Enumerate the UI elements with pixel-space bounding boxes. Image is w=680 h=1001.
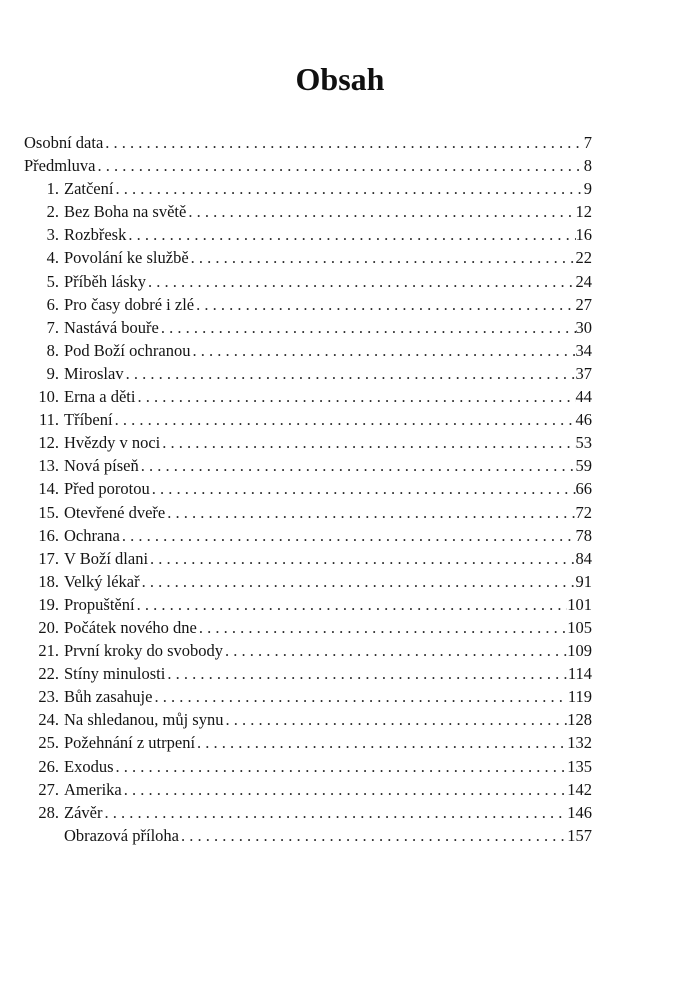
- toc-entry-number: 12.: [38, 433, 59, 453]
- toc-entry-label: Osobní data: [24, 133, 104, 152]
- toc-leader-dots: [165, 662, 568, 685]
- toc-entry: [24, 524, 592, 547]
- toc-entry-label: V Boží dlani: [64, 548, 149, 568]
- toc-entry-number: 27.: [38, 779, 59, 799]
- toc-entry-label: Počátek nového dne: [64, 617, 197, 637]
- toc-entry: [24, 824, 592, 847]
- toc-entry: [24, 408, 592, 431]
- toc-leader-dots: [126, 223, 575, 246]
- toc-entry-page: 132: [567, 733, 592, 753]
- toc-entry: [24, 223, 592, 246]
- toc-leader-dots: [120, 524, 576, 547]
- toc-entry: [24, 639, 592, 662]
- toc-entry-label: Před porotou: [64, 479, 150, 499]
- toc-entry-label: Nastává bouře: [64, 317, 159, 337]
- toc-leader-dots: [195, 731, 567, 754]
- toc-leader-dots: [152, 685, 567, 708]
- toc-entry-label: Požehnání z utrpení: [64, 733, 196, 753]
- toc-entry-label: Obrazová příloha: [64, 825, 179, 845]
- table-of-contents: [24, 131, 592, 847]
- toc-leader-dots: [160, 431, 575, 454]
- toc-leader-dots: [135, 385, 575, 408]
- toc-entry-page: 135: [567, 756, 592, 776]
- toc-leader-dots: [165, 501, 575, 524]
- toc-entry-page: 72: [575, 502, 592, 522]
- toc-entry-label: Erna a děti: [64, 387, 136, 407]
- toc-entry-label: Ochrana: [64, 525, 120, 545]
- toc-entry-number: 23.: [38, 687, 59, 707]
- toc-entry: [24, 200, 592, 223]
- toc-entry-page: 114: [567, 664, 592, 684]
- toc-entry-number: 13.: [38, 456, 59, 476]
- toc-entry-page: 109: [567, 641, 592, 661]
- toc-entry-page: 157: [567, 825, 592, 845]
- page-title: Obsah: [295, 61, 385, 97]
- toc-entry-page: 8: [583, 156, 592, 176]
- toc-entry-number: 8.: [46, 340, 59, 360]
- toc-entry-number: 10.: [38, 387, 59, 407]
- toc-entry: [24, 454, 592, 477]
- toc-entry: [24, 570, 592, 593]
- toc-leader-dots: [146, 270, 575, 293]
- toc-entry-page: 84: [575, 548, 592, 568]
- toc-entry: [24, 477, 592, 500]
- toc-entry-page: 59: [575, 456, 592, 476]
- toc-leader-dots: [148, 547, 575, 570]
- toc-entry-label: Bůh zasahuje: [64, 687, 153, 707]
- toc-entry: [24, 316, 592, 339]
- toc-entry-label: Pod Boží ochranou: [64, 340, 191, 360]
- toc-entry: [24, 362, 592, 385]
- toc-entry-label: Povolání ke službě: [64, 248, 189, 268]
- toc-entry-page: 34: [575, 340, 592, 360]
- toc-entry-page: 9: [583, 179, 592, 199]
- toc-entry-page: 24: [575, 271, 592, 291]
- toc-entry: [24, 339, 592, 362]
- toc-entry: [24, 501, 592, 524]
- toc-entry-label: Předmluva: [24, 156, 96, 176]
- toc-entry: [24, 547, 592, 570]
- toc-entry-number: 24.: [38, 710, 59, 730]
- toc-entry-page: 44: [575, 387, 592, 407]
- toc-leader-dots: [194, 293, 575, 316]
- toc-entry-label: Na shledanou, můj synu: [64, 710, 224, 730]
- toc-entry: [24, 385, 592, 408]
- toc-leader-dots: [179, 824, 567, 847]
- toc-entry-number: 7.: [46, 317, 59, 337]
- toc-entry-number: 2.: [46, 202, 59, 222]
- toc-entry-label: Exodus: [64, 756, 114, 776]
- toc-leader-dots: [103, 131, 583, 154]
- toc-entry-page: 101: [567, 594, 592, 614]
- toc-entry: [24, 708, 592, 731]
- toc-entry-page: 22: [575, 248, 592, 268]
- toc-entry-label: Tříbení: [64, 410, 113, 430]
- toc-entry-label: Propuštění: [64, 594, 135, 614]
- toc-entry-page: 78: [575, 525, 592, 545]
- toc-entry-number: 6.: [46, 294, 59, 314]
- toc-entry-page: 119: [567, 687, 592, 707]
- toc-entry-number: 25.: [38, 733, 59, 753]
- toc-entry-page: 12: [575, 202, 592, 222]
- toc-entry-label: První kroky do svobody: [64, 641, 224, 661]
- toc-entry-page: 128: [567, 710, 592, 730]
- toc-leader-dots: [189, 246, 576, 269]
- toc-entry-label: Nová píseň: [64, 456, 139, 476]
- toc-entry-label: Otevřené dveře: [64, 502, 166, 522]
- toc-entry-page: 66: [575, 479, 592, 499]
- toc-entry: [24, 131, 592, 154]
- toc-entry-page: 27: [575, 294, 592, 314]
- toc-entry-number: 11.: [38, 410, 59, 430]
- toc-entry-page: 53: [575, 433, 592, 453]
- toc-entry-label: Pro časy dobré i zlé: [64, 294, 195, 314]
- toc-leader-dots: [113, 408, 576, 431]
- toc-leader-dots: [122, 778, 568, 801]
- toc-entry-number: 4.: [46, 248, 59, 268]
- toc-entry-page: 91: [575, 571, 592, 591]
- toc-entry-page: 142: [567, 779, 592, 799]
- toc-leader-dots: [113, 177, 583, 200]
- toc-leader-dots: [102, 801, 567, 824]
- toc-entry-number: 22.: [38, 664, 59, 684]
- toc-entry: [24, 154, 592, 177]
- toc-entry-label: Bez Boha na světě: [64, 202, 187, 222]
- toc-entry-page: 16: [575, 225, 592, 245]
- toc-leader-dots: [159, 316, 576, 339]
- toc-entry-page: 105: [567, 617, 592, 637]
- toc-entry: [24, 431, 592, 454]
- toc-entry: [24, 662, 592, 685]
- toc-entry-label: Hvězdy v noci: [64, 433, 161, 453]
- toc-leader-dots: [96, 154, 584, 177]
- toc-entry-number: 16.: [38, 525, 59, 545]
- toc-entry: [24, 616, 592, 639]
- toc-leader-dots: [139, 454, 576, 477]
- toc-leader-dots: [150, 477, 576, 500]
- toc-leader-dots: [223, 708, 567, 731]
- toc-entry-number: 5.: [46, 271, 59, 291]
- toc-entry-label: Velký lékař: [64, 571, 140, 591]
- toc-entry-number: 15.: [38, 502, 59, 522]
- toc-entry: [24, 270, 592, 293]
- toc-leader-dots: [186, 200, 575, 223]
- toc-entry-number: 3.: [46, 225, 59, 245]
- toc-entry-number: 17.: [38, 548, 59, 568]
- toc-entry: [24, 801, 592, 824]
- toc-entry: [24, 731, 592, 754]
- toc-entry-number: 19.: [38, 594, 59, 614]
- toc-entry-number: 21.: [38, 641, 59, 661]
- toc-entry: [24, 246, 592, 269]
- toc-leader-dots: [124, 362, 576, 385]
- toc-entry-label: Miroslav: [64, 363, 124, 383]
- toc-entry-number: 9.: [46, 363, 59, 383]
- toc-entry-page: 46: [575, 410, 592, 430]
- toc-entry-number: 1.: [46, 179, 59, 199]
- toc-entry: [24, 778, 592, 801]
- toc-leader-dots: [190, 339, 575, 362]
- toc-entry: [24, 177, 592, 200]
- toc-entry-label: Rozbřesk: [64, 225, 127, 245]
- toc-entry-number: 18.: [38, 571, 59, 591]
- toc-entry-page: 7: [583, 133, 592, 152]
- toc-entry-page: 30: [575, 317, 592, 337]
- toc-leader-dots: [197, 616, 567, 639]
- toc-entry: [24, 685, 592, 708]
- toc-entry-label: Amerika: [64, 779, 122, 799]
- toc-entry-number: 28.: [38, 802, 59, 822]
- toc-entry: [24, 293, 592, 316]
- toc-entry: [24, 755, 592, 778]
- toc-entry-page: 146: [567, 802, 592, 822]
- toc-entry-label: Stíny minulosti: [64, 664, 166, 684]
- toc-entry-number: 20.: [38, 617, 59, 637]
- toc-entry-number: 26.: [38, 756, 59, 776]
- toc-leader-dots: [135, 593, 568, 616]
- toc-leader-dots: [140, 570, 576, 593]
- toc-entry-label: Příběh lásky: [64, 271, 147, 291]
- toc-entry-label: Závěr: [64, 802, 103, 822]
- toc-leader-dots: [114, 755, 568, 778]
- toc-entry: [24, 593, 592, 616]
- toc-leader-dots: [223, 639, 567, 662]
- toc-entry-label: Zatčení: [64, 179, 114, 199]
- toc-entry-page: 37: [575, 363, 592, 383]
- toc-entry-number: 14.: [38, 479, 59, 499]
